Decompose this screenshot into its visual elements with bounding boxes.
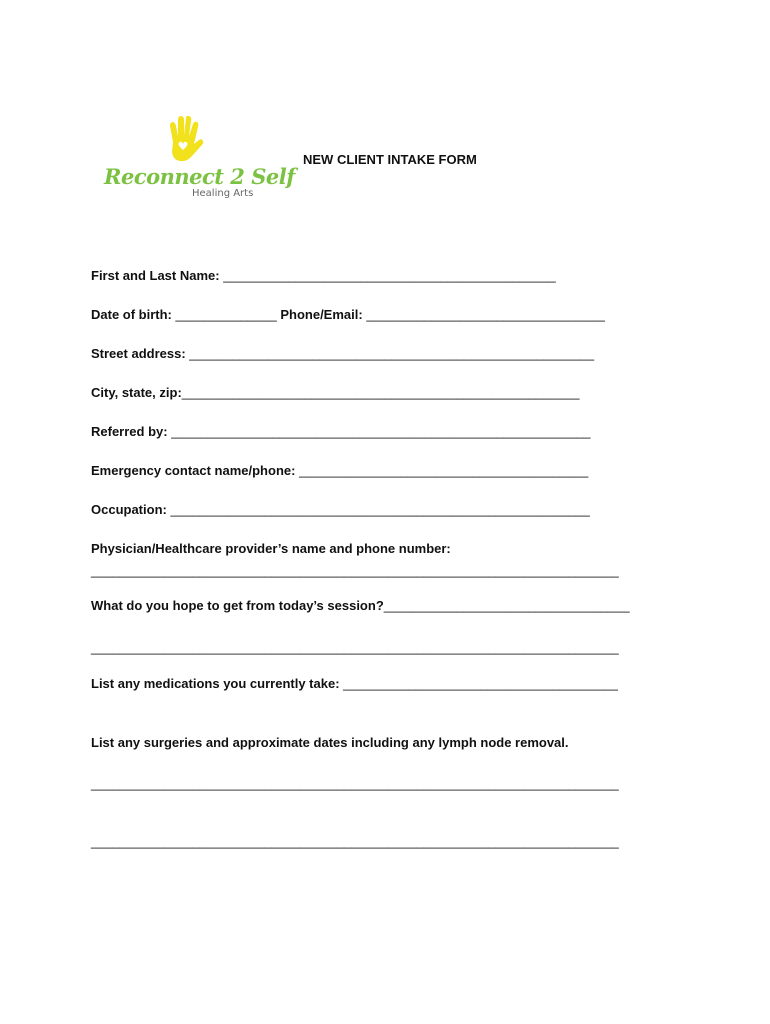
session-goals-field[interactable]: What do you hope to get from today’s session?__________________________________ [91,598,630,613]
occupation-field[interactable]: Occupation: __________________________________________________________ [91,502,590,517]
session-goals-blank-line[interactable]: _________________________________________________________________________ [91,640,619,655]
physician-blank-line[interactable]: _________________________________________________________________________ [91,563,619,578]
surgeries-label: List any surgeries and approximate dates including any lymph node removal. [91,735,569,750]
medications-field[interactable]: List any medications you currently take: ______________________________________ [91,676,618,691]
referred-by-field[interactable]: Referred by: __________________________________________________________ [91,424,591,439]
hand-heart-icon [164,116,204,162]
street-address-field[interactable]: Street address: ________________________________________________________ [91,346,595,361]
physician-label: Physician/Healthcare provider’s name and phone number: [91,541,451,556]
city-state-zip-field[interactable]: City, state, zip:_______________________________________________________ [91,385,580,400]
company-logo [104,116,295,208]
logo-name: Reconnect 2 Self [104,164,295,189]
form-title: NEW CLIENT INTAKE FORM [303,152,477,167]
surgeries-blank-line-2[interactable]: _________________________________________________________________________ [91,834,619,849]
surgeries-blank-line-1[interactable]: _________________________________________________________________________ [91,776,619,791]
name-field[interactable]: First and Last Name: ______________________________________________ [91,268,556,283]
logo-tagline: Healing Arts [192,188,254,199]
emergency-contact-field[interactable]: Emergency contact name/phone: ________________________________________ [91,463,589,478]
dob-phone-field[interactable]: Date of birth: ______________ Phone/Email: _________________________________ [91,307,605,322]
